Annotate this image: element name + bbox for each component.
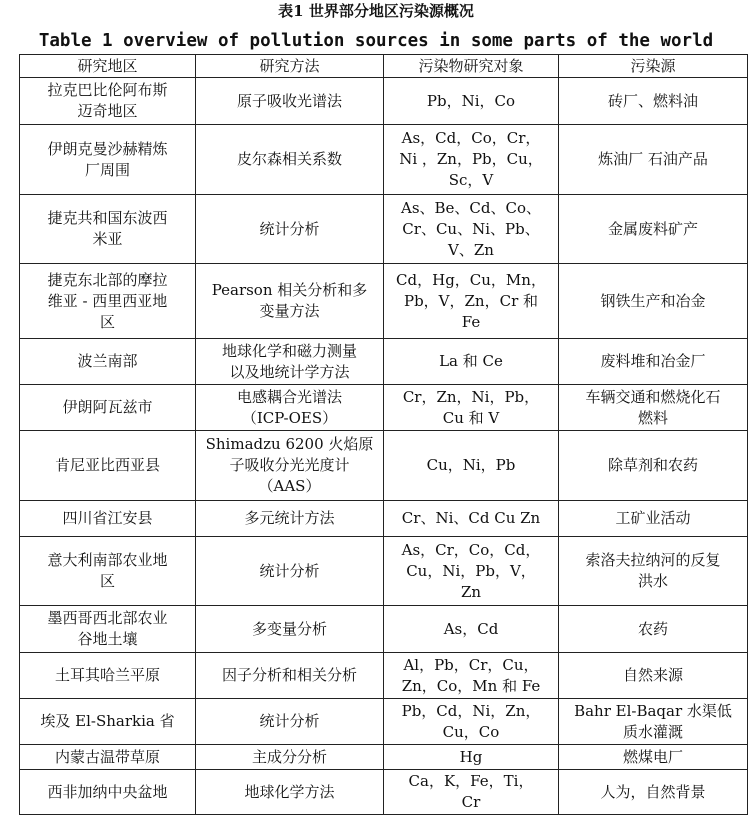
header-method: 研究方法 [196,55,384,78]
cell-method: 多元统计方法 [244,509,335,527]
header-source: 污染源 [559,55,748,78]
cell-region: 捷克东北部的摩拉 维亚 - 西里西亚地 区 [47,270,168,331]
cell-method: 因子分析和相关分析 [221,666,357,684]
header-region: 研究地区 [20,55,196,78]
table-row [20,770,748,815]
cell-source: 农药 [637,619,668,638]
cell-method: 统计分析 [259,219,320,238]
table-row [20,501,748,537]
cell-source: 索洛夫拉纳河的反复 洪水 [585,551,721,590]
table-caption-english: Table 1 overview of pollution sources in some parts of the world [38,31,714,51]
cell-source: 除草剂和农药 [607,456,698,474]
cell-method: 地球化学和磁力测量 以及地统计学方法 [221,341,357,381]
cell-region: 墨西哥西北部农业 谷地土壤 [47,609,168,648]
table-caption-chinese: 表1 世界部分地区污染源概况 [278,2,474,20]
cell-region: 伊朗阿瓦兹市 [62,398,153,416]
header-pollutants: 污染物研究对象 [384,55,559,78]
cell-pollutants: As，Cd，Co，Cr， Ni ，Zn，Pb，Cu， Sc，V [399,129,543,189]
table-row [20,653,748,699]
cell-region: 捷克共和国东波西 米亚 [47,209,168,248]
cell-pollutants: Cr，Zn，Ni，Pb， Cu 和 V [402,387,540,427]
cell-method: 多变量分析 [251,619,327,638]
cell-pollutants: As，Cr，Co，Cd， Cu，Ni，Pb，V， Zn [401,540,541,601]
cell-method: 电感耦合光谱法 （ICP-OES） [236,387,342,427]
cell-pollutants: Cr、Ni、Cd Cu Zn [401,509,541,527]
cell-region: 肯尼亚比西亚县 [54,456,160,474]
cell-method: Shimadzu 6200 火焰原 子吸收分光光度计 （AAS） [205,435,374,495]
cell-source: 车辆交通和燃烧化石 燃料 [585,387,721,427]
cell-pollutants: Cu，Ni，Pb [426,456,516,474]
cell-source: 金属废料矿产 [607,219,698,238]
table-row [20,339,748,385]
cell-method: 主成分分析 [251,747,327,766]
cell-source: 钢铁生产和冶金 [600,291,706,310]
cell-pollutants: Hg [459,747,483,766]
cell-region: 波兰南部 [77,352,138,370]
table-row [20,78,748,125]
cell-region: 土耳其哈兰平原 [54,666,160,684]
table-row [20,745,748,770]
table-row [20,431,748,501]
cell-pollutants: Ca，K，Fe，Ti， Cr [408,772,534,811]
table-row [20,606,748,653]
cell-source: 工矿业活动 [615,509,691,527]
cell-method: 皮尔森相关系数 [236,150,342,168]
table-row [20,699,748,745]
cell-source: 人为，自然背景 [600,782,706,801]
table-header-row [20,55,748,78]
cell-source: 砖厂、燃料油 [607,91,698,110]
cell-region: 埃及 El-Sharkia 省 [40,712,175,730]
cell-method: 原子吸收光谱法 [236,91,342,110]
cell-pollutants: Pb，Cd，Ni，Zn， Cu，Co [401,701,541,741]
cell-pollutants: Pb，Ni，Co [426,91,516,110]
cell-region: 伊朗克曼沙赫精炼 厂周围 [47,139,168,179]
pollution-sources-table [19,54,748,815]
cell-region: 内蒙古温带草原 [54,747,160,766]
cell-region: 四川省江安县 [62,509,153,527]
cell-source: Bahr El-Baqar 水渠低 质水灌溉 [574,701,732,741]
table-row [20,264,748,339]
cell-source: 废料堆和冶金厂 [600,352,706,370]
cell-region: 西非加纳中央盆地 [47,782,168,801]
table-row [20,385,748,431]
cell-method: 统计分析 [259,561,320,580]
cell-pollutants: As、Be、Cd、Co、 Cr、Cu、Ni、Pb、 V、Zn [400,198,542,259]
table-row [20,537,748,606]
cell-pollutants: Cd，Hg，Cu，Mn， Pb，V，Zn，Cr 和 Fe [396,270,546,331]
table-row [20,125,748,195]
cell-source: 炼油厂 石油产品 [598,150,708,168]
cell-region: 拉克巴比伦阿布斯 迈奇地区 [47,81,168,120]
cell-method: Pearson 相关分析和多 变量方法 [211,281,368,320]
cell-pollutants: As，Cd [443,619,499,638]
cell-pollutants: La 和 Ce [439,352,503,370]
cell-pollutants: Al，Pb，Cr，Cu， Zn，Co，Mn 和 Fe [401,655,541,695]
cell-region: 意大利南部农业地 区 [47,551,168,590]
cell-source: 自然来源 [622,666,683,684]
table-row [20,195,748,264]
cell-method: 地球化学方法 [244,782,335,801]
cell-source: 燃煤电厂 [622,747,683,766]
cell-method: 统计分析 [259,712,320,730]
